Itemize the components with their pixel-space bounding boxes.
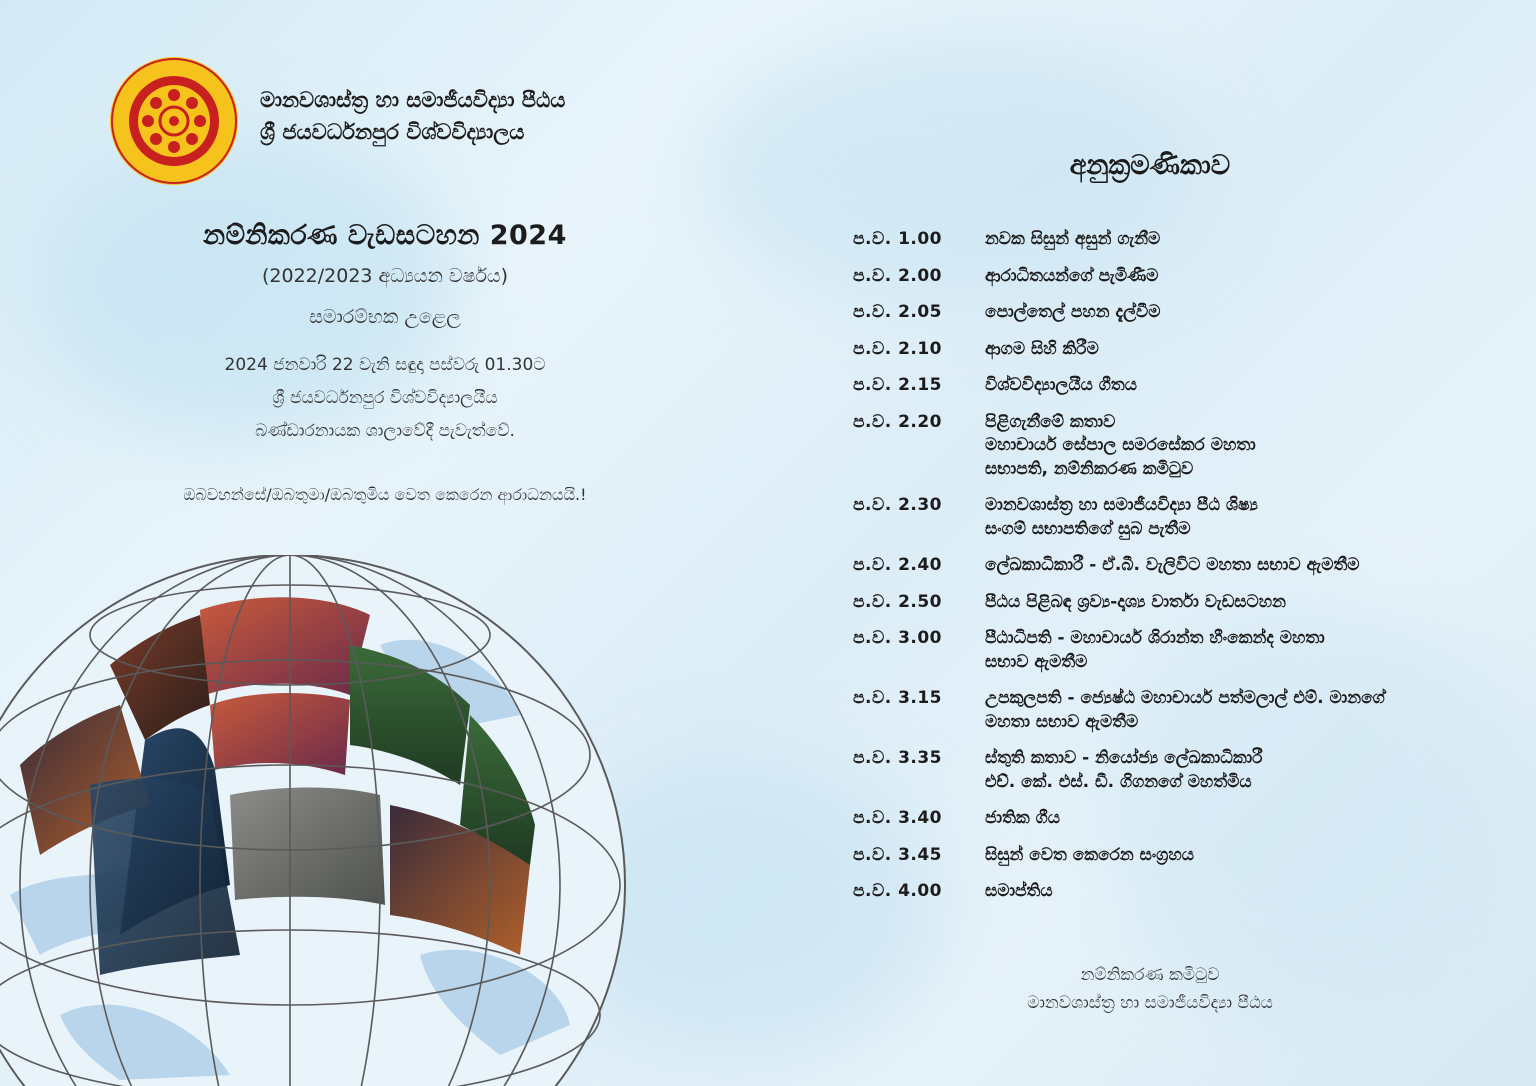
agenda-time: ප.ව. 2.05 xyxy=(853,302,943,322)
agenda-item xyxy=(985,228,1493,252)
agenda-time: ප.ව. 3.40 xyxy=(853,808,943,828)
agenda-item xyxy=(985,265,1493,289)
agenda-time: ප.ව. 1.00 xyxy=(853,229,943,249)
agenda-row xyxy=(853,747,1493,794)
event-venue-hall: බණ්ඩාරනායක ශාලාවේදී පැවැත්වේ. xyxy=(255,421,515,441)
agenda-row xyxy=(853,265,1493,289)
agenda-item xyxy=(985,747,1493,794)
agenda-row xyxy=(853,494,1493,541)
faculty-name: මානවශාස්ත්‍ර හා සමාජීයවිද්‍යා පීඨය xyxy=(260,88,566,112)
agenda-item-line: සභාව ඇමතීම xyxy=(985,651,1088,672)
agenda-item-line: ආගම සිහි කිරීම xyxy=(985,338,1099,359)
agenda-heading: අනුක්‍රමණිකාව xyxy=(1069,150,1231,181)
agenda-item-line: පිළිගැනීමේ කතාව xyxy=(985,411,1116,432)
agenda-list xyxy=(853,228,1493,917)
agenda-item xyxy=(985,494,1493,541)
agenda-row xyxy=(853,627,1493,674)
agenda-time: ප.ව. 2.50 xyxy=(853,591,943,612)
agenda-item-line: සිසුන් වෙත කෙරෙන සංග්‍රහය xyxy=(985,844,1194,865)
agenda-item-line: සභාපති, නම්නිකරණ කමිටුව xyxy=(985,458,1194,479)
agenda-time: ප.ව. 4.00 xyxy=(853,881,943,901)
globe-photo-collage xyxy=(0,555,640,1086)
agenda-time: ප.ව. 2.40 xyxy=(853,555,943,575)
agenda-item-line: පීඨය පිළිබඳ ශ්‍රව්‍ය-දෘශ්‍ය වාර්තා වැඩසටහන xyxy=(985,591,1286,612)
agenda-row xyxy=(853,807,1493,831)
agenda-row xyxy=(853,301,1493,325)
footer-faculty: මානවශාස්ත්‍ර හා සමාජීයවිද්‍යා පීඨය xyxy=(1027,993,1273,1013)
agenda-item xyxy=(985,411,1493,482)
agenda-time: ප.ව. 2.20 xyxy=(853,411,943,432)
agenda-row xyxy=(853,374,1493,398)
agenda-time: ප.ව. 2.15 xyxy=(853,375,943,395)
agenda-item xyxy=(985,554,1493,578)
agenda-item-line: මහාචාර්ය සේපාල සමරසේකර මහතා xyxy=(985,435,1256,455)
event-date: 2024 ජනවාරි 22 වැනි සඳුදා පස්වරු 01.30ට xyxy=(224,355,546,375)
agenda-item-line: මහතා සභාව ඇමතීම xyxy=(985,711,1139,732)
agenda-row xyxy=(853,411,1493,482)
agenda-item-line: විශ්වවිද්‍යාලයීය ගීතය xyxy=(985,375,1137,395)
agenda-time: ප.ව. 2.30 xyxy=(853,495,943,515)
agenda-item-line: මානවශාස්ත්‍ර හා සමාජීයවිද්‍යා පීඨ ශිෂ්‍ය xyxy=(985,495,1258,515)
agenda-row xyxy=(853,554,1493,578)
agenda-row xyxy=(853,844,1493,868)
agenda-item-line: සංගම් සභාපතිගේ සුබ පැතීම xyxy=(985,518,1191,539)
opening-ceremony: සමාරම්භක උළෙල xyxy=(309,306,461,328)
agenda-item-line: නවක සිසුන් අසුන් ගැනීම xyxy=(985,229,1161,249)
agenda-item-line: ආරාධිතයන්ගේ පැමිණීම xyxy=(985,265,1159,286)
agenda-row xyxy=(853,338,1493,362)
agenda-item-line: සමාප්තිය xyxy=(985,881,1053,901)
agenda-time: ප.ව. 3.15 xyxy=(853,688,943,708)
agenda-time: ප.ව. 3.00 xyxy=(853,628,943,648)
agenda-item xyxy=(985,844,1493,868)
agenda-item xyxy=(985,338,1493,362)
agenda-item-line: පොල්තෙල් පහන දැල්වීම xyxy=(985,302,1161,322)
agenda-row xyxy=(853,591,1493,615)
welcome-message: ඔබවහන්සේ/ඔබතුමා/ඔබතුමිය වෙත කෙරෙන ආරාධනයයි.! xyxy=(183,485,587,504)
academic-year: (2022/2023 අධ්‍යයන වර්ෂය) xyxy=(262,265,508,287)
agenda-item xyxy=(985,591,1493,615)
footer-committee: නම්නිකරණ කමිටුව xyxy=(1080,965,1220,985)
agenda-item xyxy=(985,880,1493,904)
agenda-time: ප.ව. 3.35 xyxy=(853,748,943,768)
event-title: නම්නිකරණ වැඩසටහන 2024 xyxy=(203,220,567,251)
agenda-item-line: පීඨාධිපති - මහාචාර්ය ශිරාන්ත හීංකෙන්ද මහතා xyxy=(985,628,1325,648)
agenda-item-line: ස්තුති කතාව - නියෝජ්‍ය ලේඛකාධිකාරී xyxy=(985,748,1263,768)
agenda-row xyxy=(853,228,1493,252)
event-venue-university: ශ්‍රී ජයවර්ධනපුර විශ්වවිද්‍යාලයීය xyxy=(272,388,498,408)
agenda-time: ප.ව. 2.10 xyxy=(853,338,943,359)
agenda-item-line: ජාතික ගීය xyxy=(985,808,1061,828)
agenda-item-line: උපකුලපති - ජ්‍යෙෂ්ඨ මහාචාර්ය පත්මලාල් එම්. මානගේ xyxy=(985,688,1385,708)
agenda-item xyxy=(985,687,1493,734)
agenda-row xyxy=(853,687,1493,734)
agenda-item-line: ලේඛකාධිකාරී - ඒ.බී. වැලිවිට මහතා සභාව ඇමතීම xyxy=(985,555,1360,575)
agenda-item xyxy=(985,627,1493,674)
agenda-item xyxy=(985,374,1493,398)
university-name: ශ්‍රී ජයවර්ධනපුර විශ්වවිද්‍යාලය xyxy=(260,120,525,144)
agenda-time: ප.ව. 3.45 xyxy=(853,844,943,865)
agenda-item xyxy=(985,807,1493,831)
university-seal-icon xyxy=(108,55,240,187)
agenda-item-line: එච්. කේ. එස්. ඩී. ගිගනගේ මහත්මිය xyxy=(985,771,1252,792)
agenda-time: ප.ව. 2.00 xyxy=(853,265,943,286)
agenda-row xyxy=(853,880,1493,904)
agenda-item xyxy=(985,301,1493,325)
